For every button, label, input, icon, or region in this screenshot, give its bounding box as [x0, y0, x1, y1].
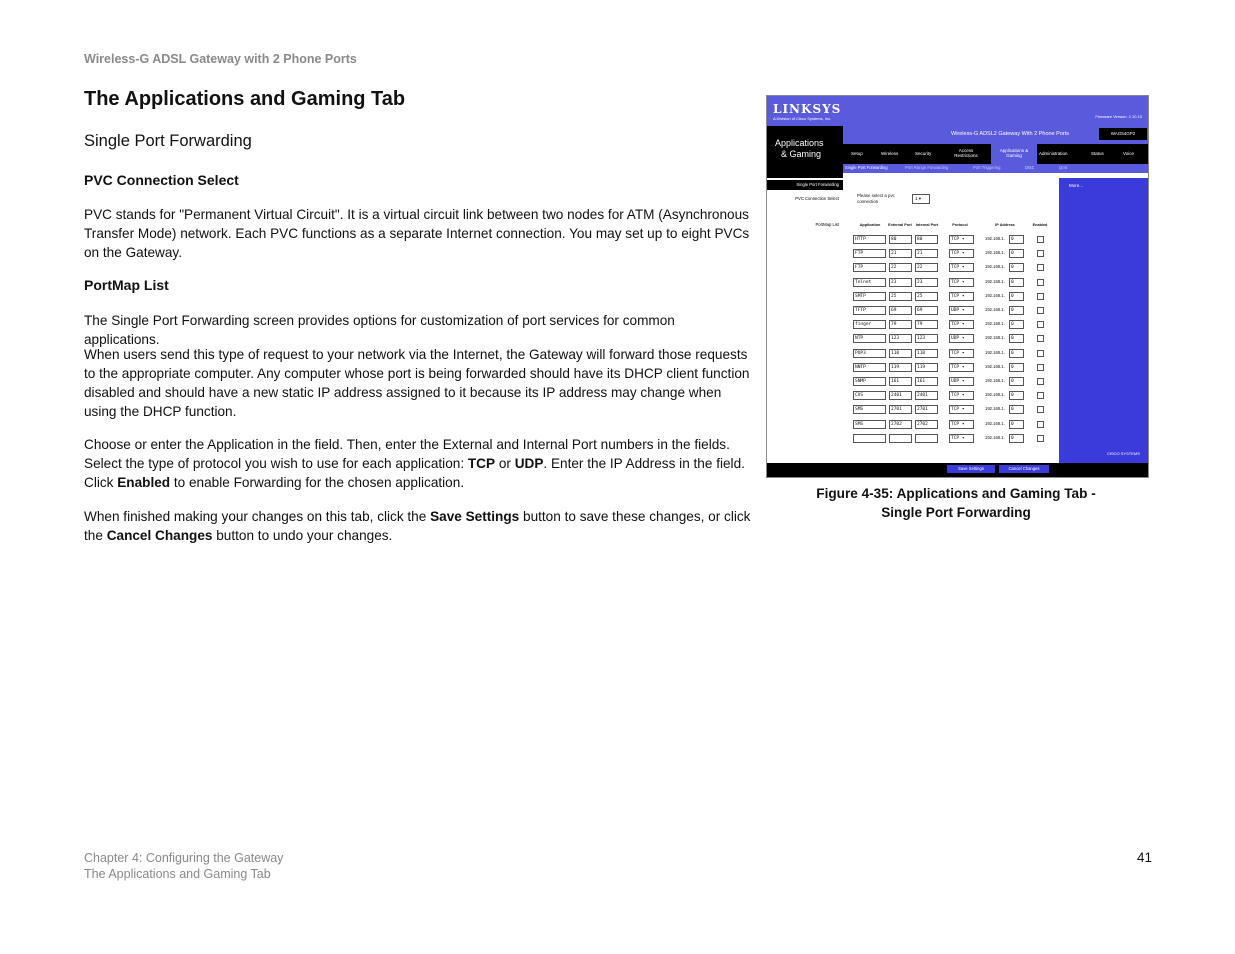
ip-last-octet-input[interactable]: 0	[1009, 320, 1024, 329]
model-number: WAG54GP2	[1099, 128, 1147, 140]
pvc-select-value: 1	[915, 196, 918, 201]
tab-applications-gaming[interactable]: Applications & Gaming	[999, 148, 1029, 158]
subtab-port-range[interactable]: Port Range Forwarding	[905, 165, 949, 170]
ip-last-octet-input[interactable]: 0	[1009, 434, 1024, 443]
internal-port-input[interactable]: 22	[915, 263, 938, 272]
external-port-input[interactable]: 2702	[889, 420, 912, 429]
table-row	[853, 304, 1053, 318]
ip-prefix: 192.168.1.	[985, 378, 1005, 383]
pvc-paragraph: PVC stands for "Permanent Virtual Circuit". It is a virtual circuit link between two nodes for ATM (Asynchronous Transfer Mode) network. Each PVC functions as a separate Internet connection. You may set up to eight PVCs on the Gateway.	[84, 207, 750, 260]
ip-last-octet-input[interactable]: 0	[1009, 420, 1024, 429]
table-row	[853, 361, 1053, 375]
external-port-input[interactable]: 119	[889, 363, 912, 372]
protocol-value: TCP	[951, 407, 960, 413]
enabled-checkbox[interactable]	[1037, 350, 1044, 357]
external-port-input[interactable]: 25	[889, 292, 912, 301]
tab-security[interactable]: Security	[915, 151, 932, 156]
application-input[interactable]: FTP	[853, 263, 886, 272]
ip-prefix: 192.168.1.	[985, 264, 1005, 270]
external-port-input[interactable]: 79	[889, 320, 912, 329]
protocol-select[interactable]	[949, 349, 974, 358]
udp-term: UDP	[514, 456, 544, 471]
enabled-checkbox[interactable]	[1037, 378, 1044, 385]
text: When finished making your changes on this tab, click the	[84, 509, 431, 524]
text: Choose or enter the Application in the field. Then, enter the External and Internal Port numbers in the fields. Select the type of protocol you wish to use for each application:	[84, 437, 730, 471]
application-input[interactable]: CVS	[853, 391, 886, 400]
ip-prefix: 192.168.1.	[985, 250, 1005, 256]
application-input[interactable]: SMTP	[853, 292, 886, 301]
protocol-select[interactable]	[949, 235, 974, 244]
table-row	[853, 233, 1053, 247]
internal-port-input[interactable]: 23	[915, 278, 938, 287]
external-port-input[interactable]: 2401	[889, 391, 912, 400]
table-row	[853, 432, 1053, 446]
caption-line-2: Single Port Forwarding	[881, 505, 1031, 520]
internal-port-input[interactable]: 110	[915, 349, 938, 358]
protocol-value: TCP	[951, 350, 960, 356]
internal-port-input[interactable]: 2401	[915, 391, 938, 400]
enabled-checkbox[interactable]	[1037, 236, 1044, 243]
section-title-line-1: Applications	[775, 138, 824, 148]
external-port-input[interactable]: 110	[889, 349, 912, 358]
ip-last-octet-input[interactable]: 0	[1009, 235, 1024, 244]
table-row	[853, 261, 1053, 275]
ip-prefix: 192.168.1.	[985, 349, 1005, 355]
internal-port-input[interactable]: 69	[915, 306, 938, 315]
chevron-down-icon: ▾	[959, 293, 965, 299]
text: or	[495, 456, 515, 471]
subtab-single-port[interactable]: Single Port Forwarding	[845, 165, 888, 170]
ip-last-octet-input[interactable]: 0	[1009, 278, 1024, 287]
ip-last-octet-input[interactable]: 0	[1009, 349, 1024, 358]
col-external-port: External Port	[888, 223, 912, 227]
text: to enable Forwarding for the chosen application.	[170, 475, 465, 490]
chevron-down-icon: ▾	[959, 322, 965, 328]
figure-screenshot	[766, 95, 1149, 478]
text: button to undo your changes.	[212, 528, 393, 543]
table-row	[853, 347, 1053, 361]
chevron-down-icon: ▾	[959, 279, 965, 285]
external-port-input[interactable]: 23	[889, 278, 912, 287]
protocol-select[interactable]	[949, 278, 974, 287]
internal-port-input[interactable]: 25	[915, 292, 938, 301]
ip-last-octet-input[interactable]: 0	[1009, 249, 1024, 258]
application-input[interactable]: NNTP	[853, 363, 886, 372]
protocol-value: TCP	[951, 279, 960, 285]
ip-last-octet-input[interactable]: 0	[1009, 306, 1024, 315]
application-input[interactable]: SMS	[853, 405, 886, 414]
protocol-select[interactable]	[949, 320, 974, 329]
protocol-select[interactable]	[949, 306, 974, 315]
pvc-select[interactable]: 1 ▾	[912, 194, 930, 204]
firmware-version: Firmware Version: 2.10.10	[1095, 114, 1142, 119]
left-label-portmap: PortMap List	[815, 222, 839, 227]
ip-prefix: 192.168.1.	[985, 321, 1005, 327]
subtab-port-triggering[interactable]: Port Triggering	[973, 165, 1001, 170]
application-input[interactable]	[853, 434, 886, 443]
figure-caption	[766, 484, 1146, 522]
pvc-prompt: Please select a pvc connection	[857, 193, 895, 204]
chevron-down-icon: ▾	[959, 364, 965, 370]
page-number: 41	[1137, 850, 1153, 865]
col-application: Application	[859, 223, 881, 227]
save-settings-button[interactable]: Save Settings	[947, 465, 995, 473]
enabled-checkbox[interactable]	[1037, 321, 1044, 328]
section-subtitle: Single Port Forwarding	[84, 132, 252, 150]
left-label-single-port: Single Port Forwarding	[796, 182, 839, 187]
help-panel	[1059, 178, 1148, 465]
chevron-down-icon: ▾	[959, 435, 965, 441]
ip-prefix: 192.168.1.	[985, 406, 1005, 412]
table-row	[853, 375, 1053, 389]
chevron-down-icon: ▾	[959, 308, 965, 313]
enabled-checkbox[interactable]	[1037, 264, 1044, 271]
tab-status[interactable]: Status	[1091, 151, 1104, 156]
enabled-checkbox[interactable]	[1037, 421, 1044, 428]
protocol-select[interactable]	[949, 292, 974, 301]
external-port-input[interactable]: 80	[889, 235, 912, 244]
save-paragraph	[84, 507, 754, 545]
tab-wireless[interactable]: Wireless	[881, 151, 899, 156]
protocol-value: TCP	[951, 364, 960, 370]
enabled-checkbox[interactable]	[1037, 307, 1044, 314]
linksys-logo: LINKSYS	[773, 102, 842, 116]
protocol-value: TCP	[951, 322, 960, 328]
protocol-select[interactable]	[949, 405, 974, 414]
ip-prefix: 192.168.1.	[985, 307, 1005, 312]
portmap-paragraph-1: The Single Port Forwarding screen provides options for customization of port services for common applications.	[84, 313, 675, 347]
left-label-pvc: PVC Connection Select	[795, 196, 839, 201]
protocol-select[interactable]	[949, 420, 974, 429]
application-input[interactable]: SNMP	[853, 377, 886, 386]
col-enabled: Enabled	[1032, 223, 1048, 227]
col-internal-port: Internal Port	[915, 223, 939, 227]
external-port-input[interactable]: 2701	[889, 405, 912, 414]
chevron-down-icon: ▾	[959, 379, 965, 384]
external-port-input[interactable]: 21	[889, 249, 912, 258]
enabled-checkbox[interactable]	[1037, 435, 1044, 442]
running-head: Wireless-G ADSL Gateway with 2 Phone Ports	[84, 52, 357, 66]
table-row	[853, 389, 1053, 403]
ip-prefix: 192.168.1.	[985, 392, 1005, 398]
text: . Enter the IP Address in the field. Click	[84, 456, 745, 490]
internal-port-input[interactable]	[915, 434, 938, 443]
application-input[interactable]: TFTP	[853, 306, 886, 315]
external-port-input[interactable]: 22	[889, 263, 912, 272]
application-input[interactable]: HTTP	[853, 235, 886, 244]
portmap-heading: PortMap List	[84, 277, 169, 293]
subtab-qos[interactable]: QoS	[1059, 165, 1068, 170]
chevron-down-icon: ▾	[959, 336, 965, 342]
tab-setup[interactable]: Setup	[851, 151, 863, 156]
protocol-select[interactable]	[949, 263, 974, 272]
ip-last-octet-input[interactable]: 0	[1009, 377, 1024, 386]
ip-last-octet-input[interactable]: 0	[1009, 405, 1024, 414]
application-input[interactable]: SMS	[853, 420, 886, 429]
logo-subtitle: A Division of Cisco Systems, Inc.	[773, 116, 832, 121]
ip-last-octet-input[interactable]: 0	[1009, 334, 1024, 343]
protocol-value: UDP	[951, 336, 960, 342]
ip-last-octet-input[interactable]: 0	[1009, 363, 1024, 372]
table-row	[853, 247, 1053, 261]
portmap-paragraph-2: When users send this type of request to your network via the Internet, the Gateway will forward those requests to the appropriate computer. Any computer whose port is being forwarded should have its DHCP client function disabled and should have a new static IP address assigned to it because its IP address may change when using the DHCP function.	[84, 347, 750, 419]
ip-prefix: 192.168.1.	[985, 278, 1005, 284]
chevron-down-icon: ▾	[959, 350, 965, 356]
chevron-down-icon: ▾	[959, 251, 965, 257]
internal-port-input[interactable]: 80	[915, 235, 938, 244]
tab-access-restrictions[interactable]: Access Restrictions	[954, 148, 978, 158]
ip-prefix: 192.168.1.	[985, 420, 1005, 426]
protocol-select[interactable]	[949, 377, 974, 386]
ip-last-octet-input[interactable]: 0	[1009, 391, 1024, 400]
internal-port-input[interactable]: 21	[915, 249, 938, 258]
ip-prefix: 192.168.1.	[985, 434, 1005, 440]
section-title-line-2: & Gaming	[781, 149, 822, 159]
internal-port-input[interactable]: 119	[915, 363, 938, 372]
protocol-value: TCP	[951, 265, 960, 271]
external-port-input[interactable]: 69	[889, 306, 912, 315]
ip-last-octet-input[interactable]: 0	[1009, 292, 1024, 301]
enabled-term: Enabled	[117, 475, 171, 490]
chevron-down-icon: ▾	[959, 407, 965, 413]
protocol-value: TCP	[951, 393, 960, 399]
footer-chapter: Chapter 4: Configuring the Gateway	[84, 851, 284, 865]
footer-section: The Applications and Gaming Tab	[84, 867, 271, 881]
enabled-checkbox[interactable]	[1037, 335, 1044, 342]
internal-port-input[interactable]: 2701	[915, 405, 938, 414]
enabled-checkbox[interactable]	[1037, 364, 1044, 371]
application-input[interactable]: Telnet	[853, 278, 886, 287]
table-row	[853, 318, 1053, 332]
protocol-value: TCP	[951, 237, 960, 242]
ip-prefix: 192.168.1.	[985, 236, 1005, 241]
save-settings-term: Save Settings	[430, 509, 520, 524]
product-name: Wireless-G ADSL2 Gateway With 2 Phone Ports	[951, 131, 1069, 137]
ip-prefix: 192.168.1.	[985, 335, 1005, 341]
pvc-heading: PVC Connection Select	[84, 172, 239, 188]
chevron-down-icon: ▾	[959, 237, 965, 242]
protocol-select[interactable]	[949, 363, 974, 372]
table-row	[853, 276, 1053, 290]
application-input[interactable]: POP3	[853, 349, 886, 358]
section-title	[775, 138, 824, 160]
internal-port-input[interactable]: 161	[915, 377, 938, 386]
application-input[interactable]: FTP	[853, 249, 886, 258]
table-row	[853, 332, 1053, 346]
protocol-value: TCP	[951, 293, 960, 299]
ip-prefix: 192.168.1.	[985, 363, 1005, 369]
protocol-value: UDP	[951, 379, 960, 384]
protocol-value: TCP	[951, 421, 960, 427]
subtab-dmz[interactable]: DMZ	[1025, 165, 1035, 170]
protocol-select[interactable]	[949, 334, 974, 343]
chevron-down-icon: ▾	[959, 393, 965, 399]
protocol-select[interactable]	[949, 391, 974, 400]
application-input[interactable]: finger	[853, 320, 886, 329]
enabled-checkbox[interactable]	[1037, 279, 1044, 286]
external-port-input[interactable]: 161	[889, 377, 912, 386]
internal-port-input[interactable]: 123	[915, 334, 938, 343]
tab-administration[interactable]: Administration	[1039, 151, 1068, 156]
col-ip-address: IP Address	[995, 223, 1015, 227]
table-row	[853, 403, 1053, 417]
cancel-changes-button[interactable]: Cancel Changes	[999, 465, 1049, 473]
tab-voice[interactable]: Voice	[1123, 151, 1135, 156]
application-input[interactable]: NTP	[853, 334, 886, 343]
table-row	[853, 290, 1053, 304]
table-row	[853, 418, 1053, 432]
external-port-input[interactable]	[889, 434, 912, 443]
page-title: The Applications and Gaming Tab	[84, 88, 406, 110]
protocol-value: UDP	[951, 308, 960, 313]
protocol-select[interactable]	[949, 434, 974, 443]
internal-port-input[interactable]: 79	[915, 320, 938, 329]
external-port-input[interactable]: 123	[889, 334, 912, 343]
chevron-down-icon: ▾	[959, 421, 965, 427]
tcp-term: TCP	[467, 456, 496, 471]
footer	[84, 850, 283, 882]
internal-port-input[interactable]: 2702	[915, 420, 938, 429]
protocol-select[interactable]	[949, 249, 974, 258]
cancel-changes-term: Cancel Changes	[106, 528, 213, 543]
more-link[interactable]: More...	[1069, 183, 1084, 188]
cisco-logo: CISCO SYSTEMS	[1107, 451, 1140, 456]
protocol-value: TCP	[951, 435, 960, 441]
enabled-checkbox[interactable]	[1037, 392, 1044, 399]
ip-prefix: 192.168.1.	[985, 292, 1005, 298]
enabled-checkbox[interactable]	[1037, 293, 1044, 300]
protocol-value: TCP	[951, 251, 960, 257]
ip-last-octet-input[interactable]: 0	[1009, 263, 1024, 272]
chevron-down-icon: ▾	[959, 265, 965, 271]
caption-line-1: Figure 4-35: Applications and Gaming Tab -	[816, 486, 1096, 501]
col-protocol: Protocol	[952, 223, 968, 227]
enabled-checkbox[interactable]	[1037, 250, 1044, 257]
instructions-paragraph	[84, 435, 754, 492]
enabled-checkbox[interactable]	[1037, 406, 1044, 413]
text: button to save these changes, or click the	[84, 509, 751, 543]
